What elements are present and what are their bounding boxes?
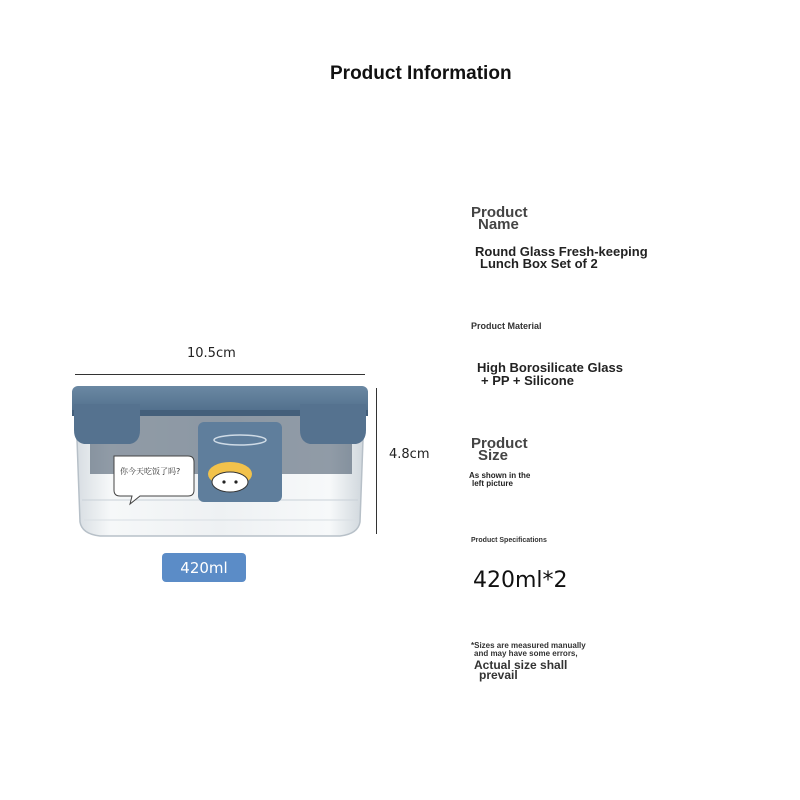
- container-label-text: 你今天吃饭了吗?: [120, 467, 181, 476]
- product-specifications-label: Product Specifications: [471, 537, 547, 544]
- product-name-label-2: Name: [478, 216, 519, 233]
- note-line-4: prevail: [479, 668, 518, 682]
- note-line-1: *Sizes are measured manually: [471, 641, 586, 650]
- capacity-badge: 420ml: [162, 553, 246, 582]
- product-material-label: Product Material: [471, 321, 542, 331]
- height-dimension-line: [376, 388, 377, 534]
- product-material-value-1: High Borosilicate Glass: [477, 360, 623, 375]
- width-dimension-line: [75, 374, 365, 375]
- product-name-value-2: Lunch Box Set of 2: [480, 256, 598, 271]
- note-line-2: and may have some errors,: [474, 649, 578, 658]
- product-name-label-1: Product: [471, 204, 528, 221]
- note-line-3: Actual size shall: [474, 658, 568, 672]
- height-dimension-label: 4.8cm: [389, 447, 430, 462]
- product-size-value-1: As shown in the: [469, 471, 531, 480]
- product-name-value-1: Round Glass Fresh-keeping: [475, 244, 648, 259]
- width-dimension-label: 10.5cm: [187, 346, 236, 361]
- page-title: Product Information: [330, 63, 512, 84]
- product-specifications-value: 420ml*2: [473, 568, 568, 593]
- lunch-box-image: [70, 382, 370, 540]
- product-size-label-1: Product: [471, 435, 528, 452]
- product-size-label-2: Size: [478, 447, 509, 464]
- product-size-value-2: left picture: [472, 479, 513, 488]
- product-material-value-2: + PP + Silicone: [481, 373, 574, 388]
